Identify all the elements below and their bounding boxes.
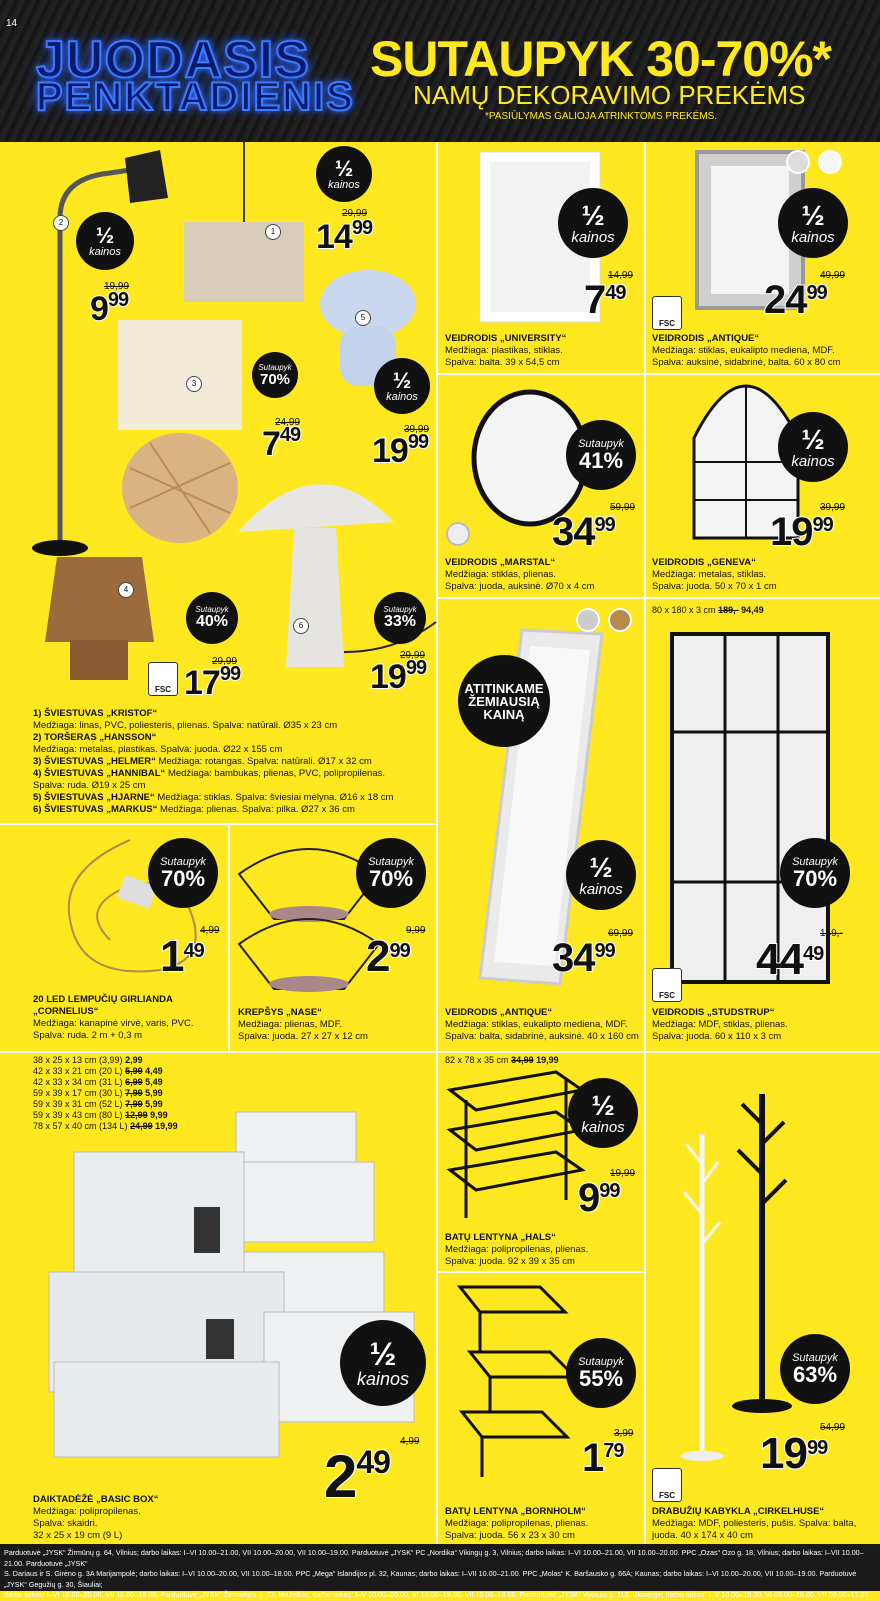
half-price-badge: ½ kainos bbox=[558, 188, 628, 258]
divider bbox=[644, 142, 646, 1544]
price: $7^{49}$ bbox=[262, 424, 301, 463]
header-banner bbox=[0, 0, 880, 142]
fsc-logo: FSC bbox=[148, 662, 178, 696]
size-price-note: 82 x 78 x 35 cm 34,99 19,99 bbox=[445, 1055, 559, 1065]
price: $17^{99}$ bbox=[184, 663, 241, 702]
lamps-description: 1) ŠVIESTUVAS „KRISTOF“ Medžiaga: linas, PVC, poliesteris, plienas. Spalva: natūrali. Ø35 x 23 cm 2) TORŠERAS „HANSSON“ Medžiaga: metalas, plastikas. Spalva: juoda. Ø22 x 155 cm 3) ŠVIESTUVAS „HELMER“ Medžiaga: rotangas. Spalva: natūrali. Ø17 x 32 cm 4) ŠVIESTUVAS „HANNIBAL“ Medžiaga: bambukas, plienas, PVC, polipropilenas. Spalva: ruda. Ø19 x 25 cm 5) ŠVIESTUVAS „HJARNE“ Medžiaga: stiklas. Spalva: šviesiai mėlyna. Ø16 x 18 cm 6) ŠVIESTUVAS „MARKUS“ Medžiaga: plienas. Spalva: pilka. Ø27 x 36 cm bbox=[33, 708, 394, 815]
discount-badge: Sutaupyk 70% bbox=[252, 352, 298, 398]
product-description: 20 LED LEMPUČIŲ GIRLIANDA „CORNELIUS“ Medžiaga: kanapinė virvė, varis, PVC. Spalva: ruda. 2 m + 0,3 m bbox=[33, 994, 194, 1041]
price: $24^{99}$ bbox=[764, 278, 827, 322]
mirror-studstrup-image bbox=[670, 632, 830, 984]
discount-badge: Sutaupyk 55% bbox=[566, 1338, 636, 1408]
half-price-badge: ½ kainos bbox=[566, 840, 636, 910]
divider bbox=[438, 1271, 644, 1273]
lamp-number: 5 bbox=[355, 310, 371, 326]
old-price: 9,99 bbox=[406, 925, 426, 936]
old-price: 4,99 bbox=[200, 925, 220, 936]
lamp-number: 6 bbox=[293, 618, 309, 634]
old-price: 69,99 bbox=[608, 928, 634, 939]
price: $1^{79}$ bbox=[582, 1436, 624, 1480]
old-price: 49,99 bbox=[820, 270, 846, 281]
price: $19^{99}$ bbox=[770, 510, 833, 554]
half-price-badge: ½ kainos bbox=[340, 1320, 426, 1406]
discount-badge: Sutaupyk 70% bbox=[356, 838, 426, 908]
old-price: 59,99 bbox=[610, 502, 636, 513]
footer-line: S. Dariaus ir S. Girėno g. 3A Marijampolė; darbo laikas: I–VI 10.00–20.00, VII 10.00–18.00. PPC „Mega“ Islandijos pl. 32, Kaunas; darbo laikas: I–VII 10.00–21.00. PPC „Molas“ K. Baršausko g. 66A; Kaunas; darbo laikas: I–VI 10.00–20.00, VII 10.00–19.00. Parduotuvė „JYSK“ Gegužių g. 30, Šiauliai; bbox=[4, 1569, 857, 1589]
size-price-note: 80 x 180 x 3 cm 189,- 94,49 bbox=[652, 605, 764, 615]
discount-badge: Sutaupyk 40% bbox=[186, 592, 238, 644]
price: $9^{99}$ bbox=[90, 289, 129, 328]
old-price: 54,99 bbox=[820, 1422, 846, 1433]
pendant-lamp-image bbox=[182, 142, 306, 312]
product-description: BATŲ LENTYNA „HALS“ Medžiaga: polipropilenas, plienas. Spalva: juoda. 92 x 39 x 35 cm bbox=[445, 1232, 589, 1267]
price: $9^{99}$ bbox=[578, 1176, 620, 1220]
store-info-footer bbox=[0, 1544, 880, 1599]
footer-line: Parduotuvė „JYSK“ Žirmūnų g. 64, Vilnius; darbo laikas: I–VI 10.00–21.00, VII 10.00–20.00, VII 10.00–19.00. Parduotuvė „JYSK“ PC „Nordika“ Vikingų g. 3, Vilnius; darbo laikas: I–VI 10.00–21.00, VII 10.00–20.00. PPC „Ozas“ Ozo g. 18, Vilnius; darbo laikas: I–VII 10.00–21.00. Parduotuvė „JYSK“ bbox=[4, 1548, 864, 1568]
discount-badge: Sutaupyk 33% bbox=[374, 592, 426, 644]
half-price-badge: ½ kainos bbox=[374, 358, 430, 414]
old-price: 39,99 bbox=[404, 424, 430, 435]
color-swatch-silver[interactable] bbox=[786, 150, 810, 174]
color-swatch-white[interactable] bbox=[818, 150, 842, 174]
divider bbox=[0, 1051, 880, 1053]
half-price-badge: ½ kainos bbox=[568, 1078, 638, 1148]
divider bbox=[436, 142, 438, 1544]
box-size-list: 38 x 25 x 13 cm (3,99) 2,99 42 x 33 x 21 cm (20 L) 5,99 4,49 42 x 33 x 34 cm (31 L) 6,99 5,49 59 x 39 x 17 cm (30 L) 7,99 5,99 59 x 39 x 31 cm (52 L) 7,99 5,99 59 x 39 x 43 cm (80 L) 12,99 9,99 78 x 57 x 40 cm (134 L) 24,99 19,99 bbox=[33, 1055, 178, 1131]
half-price-badge: ½ kainos bbox=[316, 146, 372, 202]
price: $34^{99}$ bbox=[552, 510, 615, 554]
half-price-badge: ½ kainos bbox=[76, 212, 134, 270]
product-description: VEIDRODIS „STUDSTRUP“ Medžiaga: MDF, stiklas, plienas. Spalva: juoda. 60 x 110 x 3 cm bbox=[652, 1007, 788, 1042]
half-price-badge: ½ kainos bbox=[778, 188, 848, 258]
half-price-badge: ½ kainos bbox=[778, 412, 848, 482]
price: $7^{49}$ bbox=[584, 278, 626, 322]
price: $19^{99}$ bbox=[760, 1429, 828, 1478]
old-price: 19,99 bbox=[610, 1168, 636, 1179]
lamp-number: 2 bbox=[53, 215, 69, 231]
page-number: 14 bbox=[6, 18, 18, 29]
old-price: 24,99 bbox=[275, 417, 301, 428]
brand-line1: JUODASIS bbox=[36, 31, 310, 89]
price: $1^{49}$ bbox=[160, 932, 204, 981]
discount-badge: Sutaupyk 41% bbox=[566, 420, 636, 490]
lamp-number: 3 bbox=[186, 376, 202, 392]
product-description: VEIDRODIS „MARSTAL“ Medžiaga: stiklas, plienas. Spalva: juoda, auksinė. Ø70 x 4 cm bbox=[445, 557, 595, 592]
product-description: VEIDRODIS „ANTIQUE“ Medžiaga: stiklas, eukalipto mediena, MDF. Spalva: auksinė, sidabrinė, balta. 60 x 80 cm bbox=[652, 333, 841, 368]
price: $2^{99}$ bbox=[366, 932, 410, 981]
sale-subtitle: NAMŲ DEKORAVIMO PREKĖMS bbox=[413, 80, 806, 110]
fsc-logo: FSC bbox=[652, 968, 682, 1002]
divider bbox=[438, 373, 880, 375]
divider bbox=[228, 823, 230, 1053]
product-description: DAIKTADĖŽĖ „BASIC BOX“ Medžiaga: polipropilenas. Spalva: skaidri. 32 x 25 x 19 cm (9 L) bbox=[33, 1494, 159, 1541]
product-description: KREPŠYS „NASE“ Medžiaga: plienas, MDF. Spalva: juoda. 27 x 27 x 12 cm bbox=[238, 1007, 368, 1042]
old-price: 149,- bbox=[820, 928, 843, 939]
brand-line2: PENKTADIENIS bbox=[36, 75, 355, 119]
price: $2^{49}$ bbox=[324, 1443, 390, 1510]
footer-line: darbo laikas: I–VI 10.00–20.00, VII 10.00–19.00. Parduotuvė „JYSK“ Žemaitijos g. 72, Mažeikiai; darbo laikas: I–V 10.00–20.00, VI 10.00–19.00, VII 10.00–18.00. Parduotuvė „JYSK“ Vytauto g. 113, Ukmergė; darbo laikas: I–V 10.00–19.00, VI 09.00–18.00, VII 09.00–17.00. bbox=[4, 1590, 871, 1599]
old-price: 29,99 bbox=[212, 656, 238, 667]
discount-badge: Sutaupyk 63% bbox=[780, 1334, 850, 1404]
discount-badge: Sutaupyk 70% bbox=[148, 838, 218, 908]
fsc-logo: FSC bbox=[652, 1468, 682, 1502]
price: $19^{99}$ bbox=[372, 431, 429, 470]
old-price: 29,99 bbox=[400, 650, 426, 661]
price: $19^{99}$ bbox=[370, 657, 427, 696]
old-price: 3,99 bbox=[614, 1428, 634, 1439]
coat-rack-image bbox=[672, 1084, 802, 1464]
color-swatch-silver[interactable] bbox=[576, 608, 600, 632]
table-lamp-rattan-image bbox=[110, 318, 250, 544]
color-swatch-black-gold[interactable] bbox=[446, 522, 470, 546]
bamboo-lamp-image bbox=[42, 552, 157, 682]
lowest-price-badge: ATITINKAME ŽEMIAUSIĄ KAINĄ bbox=[458, 655, 550, 747]
sale-title: SUTAUPYK 30-70%* bbox=[370, 31, 832, 87]
product-description: VEIDRODIS „UNIVERSITY“ Medžiaga: plastikas, stiklas. Spalva: balta. 39 x 54,5 cm bbox=[445, 333, 567, 368]
lamp-number: 4 bbox=[118, 582, 134, 598]
old-price: 4,99 bbox=[400, 1436, 420, 1447]
discount-badge: Sutaupyk 70% bbox=[780, 838, 850, 908]
divider bbox=[0, 823, 436, 825]
price: $34^{99}$ bbox=[552, 936, 615, 980]
price: $44^{49}$ bbox=[756, 935, 824, 984]
old-price: 29,99 bbox=[342, 208, 368, 219]
old-price: 14,99 bbox=[608, 270, 634, 281]
shoe-rack-hals-image bbox=[446, 1070, 586, 1220]
product-description: DRABUŽIŲ KABYKLA „CIRKELHUSE“ Medžiaga: MDF, poliesteris, pušis. Spalva: balta, juoda. 40 x 174 x 40 cm bbox=[652, 1506, 857, 1541]
divider bbox=[438, 597, 880, 599]
fsc-logo: FSC bbox=[652, 296, 682, 330]
product-description: VEIDRODIS „ANTIQUE“ Medžiaga: stiklas, eukalipto mediena, MDF. Spalva: balta, sidabrinė, auksinė. 40 x 160 cm bbox=[445, 1007, 639, 1042]
color-swatch-gold[interactable] bbox=[608, 608, 632, 632]
old-price: 19,99 bbox=[104, 281, 130, 292]
lamp-number: 1 bbox=[265, 224, 281, 240]
old-price: 39,99 bbox=[820, 502, 846, 513]
storage-boxes-image bbox=[44, 1112, 424, 1462]
sale-note: *PASIŪLYMAS GALIOJA ATRINKTOMS PREKĖMS. bbox=[485, 111, 718, 122]
product-description: BATŲ LENTYNA „BORNHOLM“ Medžiaga: polipropilenas, plienas. Spalva: juoda. 56 x 23 x 30 cm bbox=[445, 1506, 589, 1541]
product-description: VEIDRODIS „GENEVA“ Medžiaga: metalas, stiklas. Spalva: juoda. 50 x 70 x 1 cm bbox=[652, 557, 777, 592]
price: $14^{99}$ bbox=[316, 217, 373, 256]
